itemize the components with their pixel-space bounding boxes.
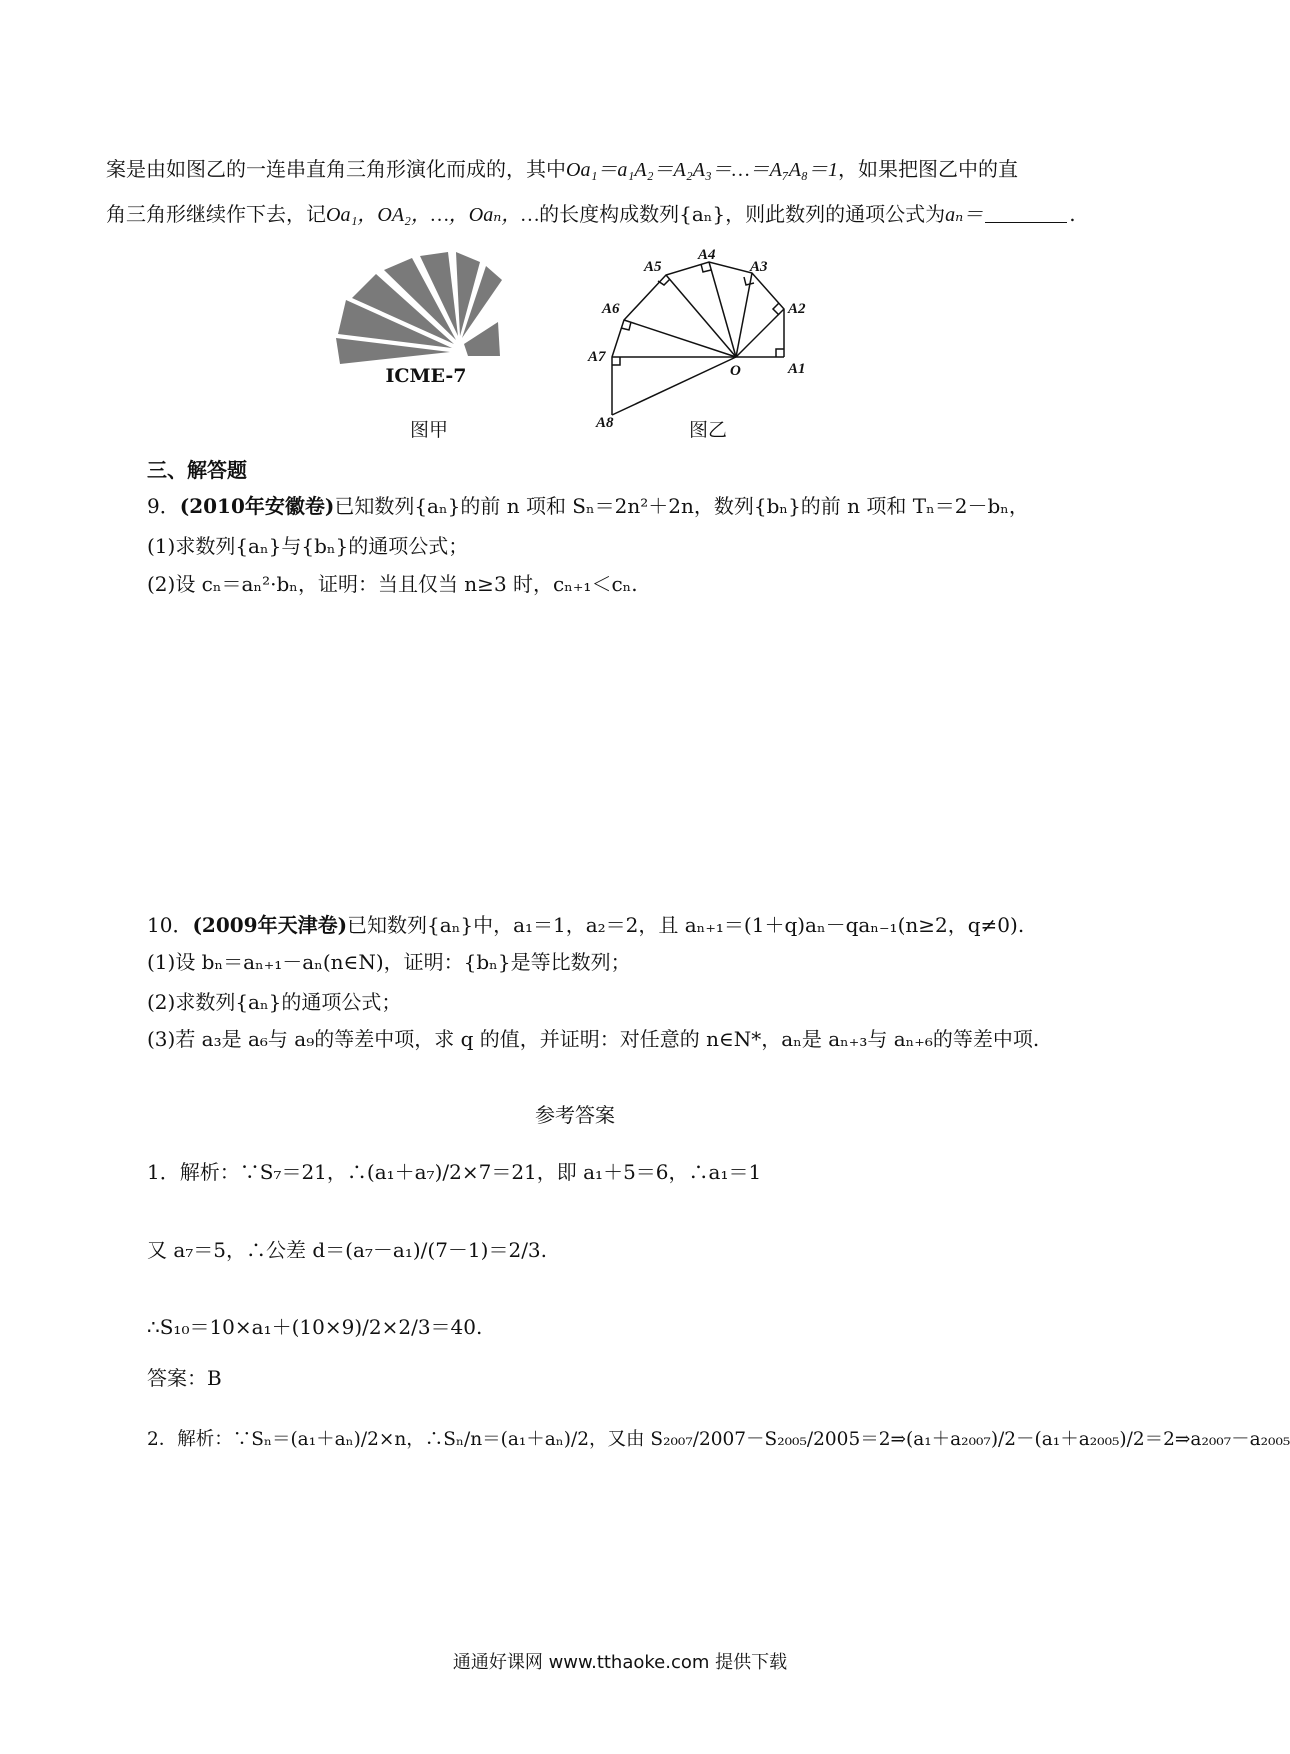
answer-1-choice: 答案：B: [147, 1366, 222, 1390]
label-a1: A1: [788, 361, 806, 377]
answer-1-line-2: 又 a₇＝5，∴公差 d＝(a₇－a₁)/(7－1)＝2/3.: [147, 1238, 548, 1262]
q10-source: (2009年天津卷): [192, 913, 348, 937]
q10-part-3: (3)若 a₃是 a₆与 a₉的等差中项，求 q 的值，并证明：对任意的 n∈N*，aₙ是 aₙ₊₃与 aₙ₊₆的等差中项.: [147, 1027, 1040, 1051]
label-o: O: [730, 363, 741, 379]
intro-line-2: [106, 200, 1076, 229]
intro-line-2-end: .: [1069, 202, 1076, 226]
q9-head: [147, 492, 1029, 520]
label-a7: A7: [588, 349, 606, 365]
figure-jia-triangles: [336, 252, 502, 364]
q10-number: 10．: [147, 913, 193, 937]
section-title: 三、解答题: [147, 458, 247, 482]
answer-2-line-1: 2．解析：∵Sₙ＝(a₁＋aₙ)/2×n，∴Sₙ/n＝(a₁＋aₙ)/2，又由 S₂₀₀₇/2007－S₂₀₀₅/2005＝2⇒(a₁＋a₂₀₀₇)/2－(a₁＋a₂₀₀₅)/2＝2⇒a₂₀₀₇－a₂₀₀₅: [147, 1429, 1290, 1450]
q10-text: 已知数列{aₙ}中，a₁＝1，a₂＝2，且 aₙ₊₁＝(1＋q)aₙ－qaₙ₋₁(n≥2，q≠0).: [347, 913, 1025, 937]
intro-line-1-text-a: 案是由如图乙的一连串直角三角形演化而成的，其中: [106, 157, 566, 181]
label-a6: A6: [602, 301, 620, 317]
intro-line-2-math-2: aₙ＝: [945, 204, 984, 226]
label-a5: A5: [644, 259, 662, 275]
q9-source: (2010年安徽卷): [179, 494, 335, 518]
figure-jia: [332, 240, 522, 387]
figure-yi-labels: [587, 247, 806, 431]
label-a3: A3: [750, 259, 768, 275]
q10-head: [147, 911, 1024, 939]
figure-yi: [588, 245, 824, 435]
answer-blank: [985, 222, 1067, 223]
intro-line-1: [106, 155, 1018, 184]
figure-yi-caption: 图乙: [689, 419, 728, 441]
q10-part-1: (1)设 bₙ＝aₙ₊₁－aₙ(n∈N)，证明：{bₙ}是等比数列；: [147, 950, 631, 974]
answer-1-line-3: ∴S₁₀＝10×a₁＋(10×9)/2×2/3＝40.: [147, 1315, 483, 1339]
intro-line-2-text-a: 角三角形继续作下去，记: [106, 202, 326, 226]
answer-1-line-1: 1．解析：∵S₇＝21，∴(a₁＋a₇)/2×7＝21，即 a₁＋5＝6，∴a₁＝1: [147, 1160, 762, 1184]
page-footer: 通通好课网 www.tthaoke.com 提供下载: [452, 1652, 788, 1673]
intro-line-2-text-b: 的长度构成数列{aₙ}，则此数列的通项公式为: [539, 202, 946, 226]
label-a4: A4: [698, 247, 716, 263]
intro-line-1-math: Oa₁＝a₁A₂＝A₂A₃＝…＝A₇A₈＝1: [566, 159, 838, 181]
q9-part-2: (2)设 cₙ＝aₙ²·bₙ，证明：当且仅当 n≥3 时，cₙ₊₁＜cₙ.: [147, 572, 638, 596]
figure-yi-lines: [612, 262, 784, 415]
intro-line-1-text-b: ，如果把图乙中的直: [837, 157, 1018, 181]
answers-title: 参考答案: [535, 1103, 615, 1127]
figure-jia-caption: 图甲: [410, 419, 449, 441]
q9-number: 9．: [147, 494, 180, 518]
icme-logo-text: ICME-7: [385, 365, 467, 387]
q9-text: 已知数列{aₙ}的前 n 项和 Sₙ＝2n²＋2n，数列{bₙ}的前 n 项和 Tₙ＝2－bₙ，: [334, 494, 1029, 518]
q9-part-1: (1)求数列{aₙ}与{bₙ}的通项公式；: [147, 534, 469, 558]
label-a8: A8: [596, 415, 614, 431]
q10-part-2: (2)求数列{aₙ}的通项公式；: [147, 990, 402, 1014]
intro-line-2-math: Oa₁，OA₂，…，Oaₙ，…: [326, 204, 540, 226]
label-a2: A2: [788, 301, 806, 317]
